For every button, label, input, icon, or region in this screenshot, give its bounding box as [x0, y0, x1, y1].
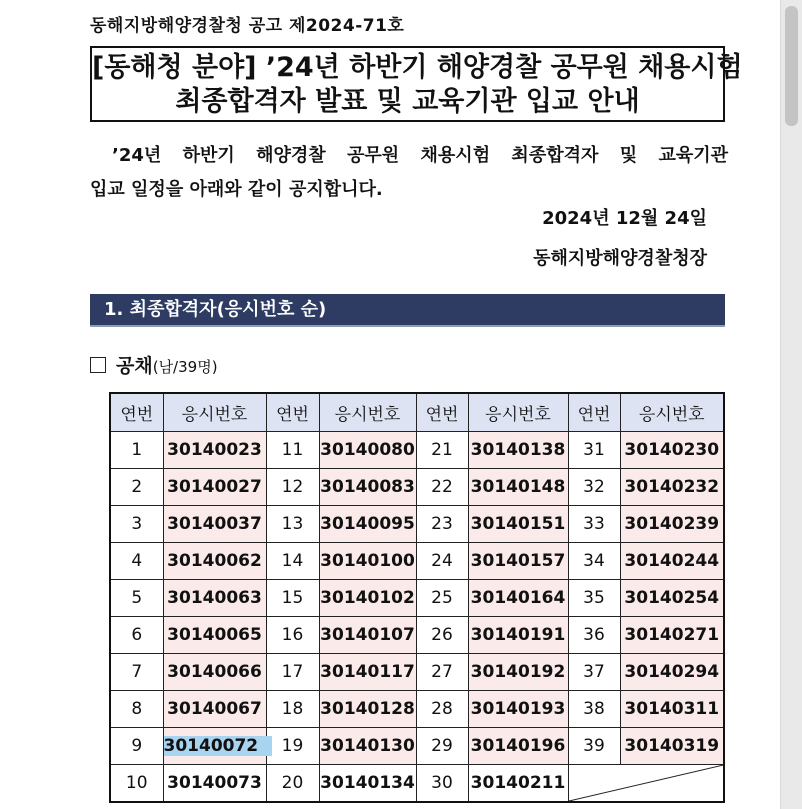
seq-cell: 38: [568, 691, 620, 728]
vertical-scrollbar[interactable]: [780, 0, 802, 809]
diagonal-slash: [569, 765, 724, 801]
exam-number-cell: 30140148: [468, 469, 568, 506]
subsection-detail: (남/39명): [152, 358, 218, 376]
passer-table: [109, 392, 725, 803]
header-exam-number: 응시번호: [163, 393, 266, 432]
exam-number-cell: 30140239: [620, 506, 724, 543]
exam-number-cell: 30140271: [620, 617, 724, 654]
seq-cell: 14: [266, 543, 319, 580]
seq-cell: 26: [416, 617, 468, 654]
exam-number-cell: 30140130: [319, 728, 416, 765]
exam-number-cell: 30140083: [319, 469, 416, 506]
exam-number-cell: 30140080: [319, 432, 416, 469]
table-row: [110, 765, 724, 803]
issuer: 동해지방해양경찰청장: [533, 248, 707, 269]
table-row: [110, 469, 724, 506]
seq-cell: 35: [568, 580, 620, 617]
seq-cell: 31: [568, 432, 620, 469]
seq-cell: 11: [266, 432, 319, 469]
seq-cell: 5: [110, 580, 163, 617]
table-header-row: [110, 393, 724, 432]
header-exam-number: 응시번호: [319, 393, 416, 432]
exam-number-cell: 30140196: [468, 728, 568, 765]
exam-number-cell: 30140191: [468, 617, 568, 654]
exam-number-cell: 30140192: [468, 654, 568, 691]
seq-cell: 34: [568, 543, 620, 580]
exam-number-cell: 30140128: [319, 691, 416, 728]
seq-cell: 27: [416, 654, 468, 691]
seq-cell: 23: [416, 506, 468, 543]
exam-number-cell: 30140157: [468, 543, 568, 580]
exam-number-cell: 30140037: [163, 506, 266, 543]
seq-cell: 13: [266, 506, 319, 543]
header-exam-number: 응시번호: [620, 393, 724, 432]
seq-cell: 9: [110, 728, 163, 765]
seq-cell: 39: [568, 728, 620, 765]
selected-text-highlight[interactable]: 30140072: [164, 736, 273, 756]
table-row: [110, 432, 724, 469]
subsection-label: 공채: [116, 355, 153, 377]
exam-number-cell: 30140134: [319, 765, 416, 803]
intro-paragraph: [90, 139, 728, 207]
seq-cell: 15: [266, 580, 319, 617]
seq-cell: 25: [416, 580, 468, 617]
notice-number: 동해지방해양경찰청 공고 제2024-71호: [90, 16, 405, 36]
seq-cell: 6: [110, 617, 163, 654]
seq-cell: 19: [266, 728, 319, 765]
seq-cell: 16: [266, 617, 319, 654]
header-seq: 연번: [266, 393, 319, 432]
seq-cell: 10: [110, 765, 163, 803]
title-line-2: 최종합격자 발표 및 교육기관 입교 안내: [175, 86, 640, 117]
seq-cell: 33: [568, 506, 620, 543]
seq-cell: 32: [568, 469, 620, 506]
exam-number-cell: 30140254: [620, 580, 724, 617]
table-row: [110, 543, 724, 580]
notice-date: 2024년 12월 24일: [542, 208, 707, 229]
exam-number-cell: 30140027: [163, 469, 266, 506]
exam-number-cell: 30140100: [319, 543, 416, 580]
exam-number-cell: 30140193: [468, 691, 568, 728]
seq-cell: 8: [110, 691, 163, 728]
table-row: [110, 691, 724, 728]
exam-number-cell: 30140319: [620, 728, 724, 765]
exam-number-cell: 30140102: [319, 580, 416, 617]
seq-cell: 4: [110, 543, 163, 580]
exam-number-cell: 30140138: [468, 432, 568, 469]
section-heading: 1. 최종합격자(응시번호 순): [90, 294, 725, 327]
seq-cell: 37: [568, 654, 620, 691]
exam-number-cell: 30140244: [620, 543, 724, 580]
exam-number-cell: 30140164: [468, 580, 568, 617]
seq-cell: 36: [568, 617, 620, 654]
seq-cell: 22: [416, 469, 468, 506]
seq-cell: 3: [110, 506, 163, 543]
exam-number-cell: 30140230: [620, 432, 724, 469]
seq-cell: 29: [416, 728, 468, 765]
seq-cell: 18: [266, 691, 319, 728]
exam-number-cell: 30140117: [319, 654, 416, 691]
exam-number-cell: 30140023: [163, 432, 266, 469]
subsection-heading: [90, 351, 218, 378]
seq-cell: 1: [110, 432, 163, 469]
header-seq: 연번: [416, 393, 468, 432]
header-seq: 연번: [110, 393, 163, 432]
empty-cell: [568, 765, 724, 803]
exam-number-cell: 30140066: [163, 654, 266, 691]
table-row: [110, 728, 724, 765]
exam-number-cell: 30140095: [319, 506, 416, 543]
intro-line-1: ’24년 하반기 해양경찰 공무원 채용시험 최종합격자 및 교육기관: [112, 145, 728, 166]
square-bullet-icon: [90, 357, 106, 373]
seq-cell: 7: [110, 654, 163, 691]
table-row: [110, 617, 724, 654]
seq-cell: 28: [416, 691, 468, 728]
seq-cell: 2: [110, 469, 163, 506]
seq-cell: 20: [266, 765, 319, 803]
exam-number-cell: 30140062: [163, 543, 266, 580]
exam-number-cell: 30140151: [468, 506, 568, 543]
title-line-1: [동해청 분야] ’24년 하반기 해양경찰 공무원 채용시험: [92, 52, 743, 83]
seq-cell: 24: [416, 543, 468, 580]
seq-cell: 17: [266, 654, 319, 691]
table-row: [110, 506, 724, 543]
exam-number-cell: 30140232: [620, 469, 724, 506]
seq-cell: 12: [266, 469, 319, 506]
exam-number-cell: 30140294: [620, 654, 724, 691]
exam-number-cell: 30140067: [163, 691, 266, 728]
seq-cell: 21: [416, 432, 468, 469]
exam-number-cell: 30140211: [468, 765, 568, 803]
intro-line-2: 입교 일정을 아래와 같이 공지합니다.: [90, 179, 383, 200]
table-row: [110, 654, 724, 691]
exam-number-cell: 30140073: [163, 765, 266, 803]
table-row: [110, 580, 724, 617]
exam-number-cell: 30140107: [319, 617, 416, 654]
header-exam-number: 응시번호: [468, 393, 568, 432]
header-seq: 연번: [568, 393, 620, 432]
exam-number-cell: 30140063: [163, 580, 266, 617]
title-box: [90, 46, 743, 122]
seq-cell: 30: [416, 765, 468, 803]
exam-number-cell: [163, 728, 266, 765]
exam-number-cell: 30140065: [163, 617, 266, 654]
exam-number-cell: 30140311: [620, 691, 724, 728]
scrollbar-thumb[interactable]: [785, 6, 798, 126]
